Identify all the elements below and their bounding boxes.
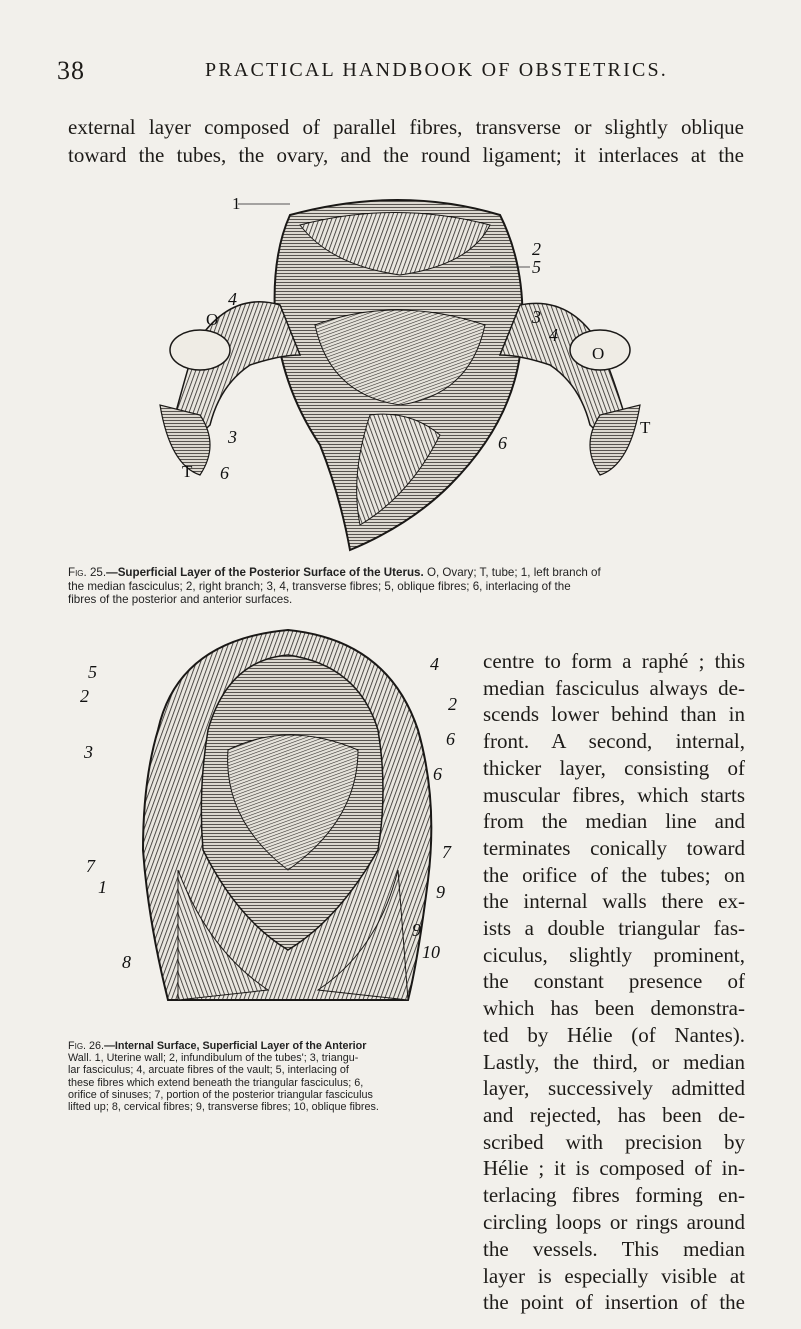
text-line: layer, successively admitted (483, 1076, 745, 1101)
text-line: ciculus, slightly prominent, (483, 942, 745, 967)
fig26-label: 7 (442, 842, 451, 862)
caption-line: O, Ovary; T, tube; 1, left branch of (423, 566, 601, 579)
text-line: scends lower behind than in (483, 702, 745, 727)
fig26-label: 2 (80, 686, 89, 706)
caption-line: orifice of sinuses; 7, portion of the posterior triangular fasciculus (68, 1088, 373, 1101)
side-paragraph (483, 648, 745, 1235)
fig26-label: 4 (430, 654, 439, 674)
text-line: muscular fibres, which starts (483, 782, 745, 807)
text-line: Lastly, the third, or median (483, 1049, 745, 1074)
fig25-label: T (640, 418, 651, 437)
fig26-label: 7 (86, 856, 95, 876)
fig25-label: 6 (220, 463, 229, 483)
caption-line: lar fasciculus; 4, arcuate fibres of the vault; 5, interlacing of (68, 1064, 349, 1077)
text-line: which has been demonstra- (483, 996, 745, 1021)
page-header (0, 56, 801, 85)
fig26-label: 6 (446, 729, 455, 749)
text-line: circling loops or rings around (483, 1209, 745, 1234)
caption-title: —Superficial Layer of the Posterior Surface of the Uterus. (106, 566, 424, 579)
fig26-label: 10 (422, 942, 440, 962)
text-line: the point of insertion of the (483, 1290, 745, 1315)
fig26-label: 9 (436, 882, 445, 902)
text-line: terlacing fibres forming en- (483, 1183, 745, 1208)
caption-line: fibres of the posterior and anterior surfaces. (68, 593, 293, 607)
text-line: ists a double triangular fas- (483, 916, 745, 941)
page-number: 38 (57, 56, 85, 85)
figure-26-illustration (58, 620, 478, 1030)
text-line: the orifice of the tubes; on (483, 862, 745, 887)
fig25-label: 3 (228, 427, 237, 447)
text-line: and rejected, has been de- (483, 1102, 745, 1127)
fig25-label: 4 (549, 325, 558, 345)
bottom-paragraph (483, 1236, 745, 1316)
caption-line: lifted up; 8, cervical fibres; 9, transverse fibres; 10, oblique fibres. (68, 1101, 379, 1114)
fig25-label: 3 (532, 307, 541, 327)
caption-line: Wall. 1, Uterine wall; 2, infundibulum of the tubes'; 3, triangu- (68, 1052, 359, 1065)
text-line: the vessels. This median (483, 1237, 745, 1261)
fig25-label: T (182, 462, 193, 481)
text-line: terminates conically toward (483, 835, 745, 860)
text-line: the constant presence of (483, 969, 745, 994)
text-line: from the median line and (483, 809, 745, 834)
fig25-label: O (592, 344, 605, 363)
text-line: ted by Hélie (of Nantes). (483, 1022, 745, 1047)
fig25-label: 4 (228, 289, 237, 309)
text-line: the internal walls there ex- (483, 889, 745, 914)
intro-line: toward the tubes, the ovary, and the round ligament; it interlaces at the (68, 143, 744, 167)
running-head: PRACTICAL HANDBOOK OF OBSTETRICS. (205, 59, 669, 81)
text-line: centre to form a raphé ; this (483, 649, 745, 673)
fig26-label: 1 (98, 877, 107, 897)
fig26-label: 3 (84, 742, 93, 762)
fig26-label: 8 (122, 952, 131, 972)
fig26-label: 2 (448, 694, 457, 714)
text-line: thicker layer, consisting of (483, 755, 745, 780)
text-line: layer is especially visible at (483, 1263, 745, 1288)
fig25-label: 2 (532, 239, 541, 259)
caption-label: Fig. 25. (68, 566, 107, 579)
fig25-label: 6 (498, 433, 507, 453)
text-line: Hélie ; it is composed of in- (483, 1156, 745, 1181)
intro-paragraph (68, 113, 744, 169)
text-line: median fasciculus always de- (483, 675, 745, 700)
fig26-label: 9 (412, 920, 421, 940)
fig25-label: 1 (232, 195, 241, 213)
fig25-label: 5 (532, 257, 541, 277)
caption-title: —Internal Surface, Superficial Layer of the Anterior (104, 1040, 367, 1052)
text-line: front. A second, internal, (483, 729, 745, 754)
fig26-label: 6 (433, 764, 442, 784)
caption-label: Fig. 26. (68, 1040, 105, 1052)
fig26-label: 5 (88, 662, 97, 682)
caption-line: these fibres which extend beneath the triangular fasciculus; 6, (68, 1076, 364, 1089)
fig25-label: O (206, 310, 219, 329)
figure-25-caption (68, 566, 744, 607)
caption-line: the median fasciculus; 2, right branch; 3, 4, transverse fibres; 5, oblique fibres; 6, interlacing of the (68, 579, 571, 593)
text-line: scribed with precision by (483, 1129, 745, 1154)
figure-26-caption (68, 1040, 473, 1113)
figure-25-illustration (140, 195, 660, 560)
intro-line: external layer composed of parallel fibres, transverse or slightly oblique (68, 115, 744, 139)
